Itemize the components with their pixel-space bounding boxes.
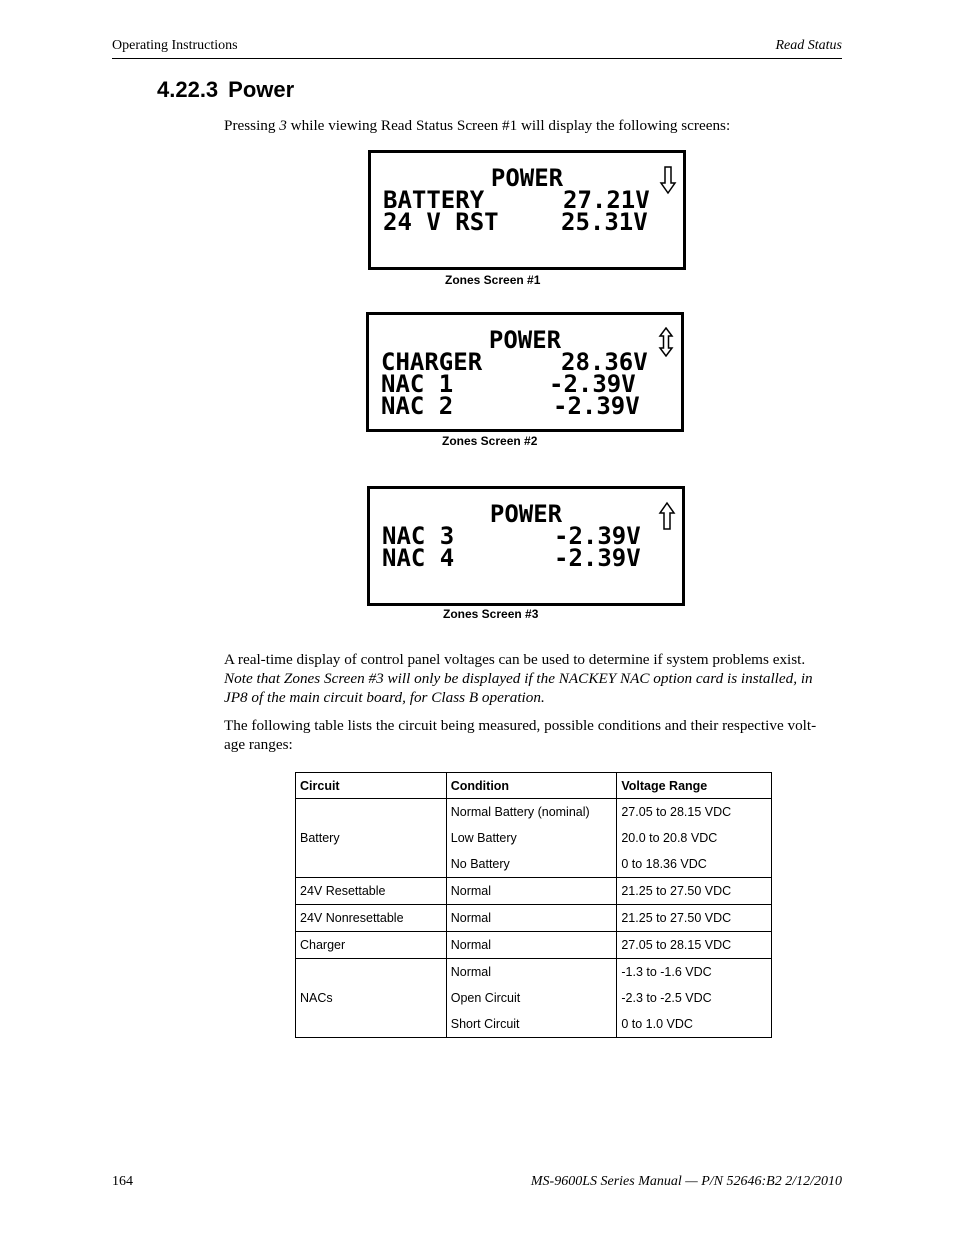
lcd-label: NAC 4	[382, 544, 455, 572]
table-row	[296, 932, 772, 959]
lcd-screen-3	[367, 486, 685, 606]
section-heading: Power	[228, 77, 295, 102]
condition-cell: Normal	[446, 932, 617, 959]
lcd-value: 25.31V	[561, 208, 648, 236]
up-arrow-icon	[658, 501, 676, 531]
lcd-label: NAC 3	[382, 522, 455, 550]
lcd-title: POWER	[489, 500, 563, 528]
voltage-cell: 0 to 18.36 VDC	[617, 851, 772, 878]
lcd-label: CHARGER	[381, 348, 483, 376]
condition-cell: Normal	[446, 959, 617, 986]
section-title	[157, 77, 294, 103]
lcd-title: POWER	[488, 326, 562, 354]
lcd-value: -2.39V	[549, 370, 636, 398]
voltage-cell: 21.25 to 27.50 VDC	[617, 905, 772, 932]
class-b-note: Note that Zones Screen #3 will only be displayed if the NACKEY NAC option card is installed, in JP8 of the main circuit board, for Class B operation.	[224, 670, 813, 706]
lcd-label: BATTERY	[383, 186, 485, 214]
intro-key: 3	[279, 117, 287, 134]
circuit-cell: Charger	[296, 932, 447, 959]
voltage-cell: -2.3 to -2.5 VDC	[617, 985, 772, 1011]
screen-caption-2: Zones Screen #2	[442, 434, 538, 448]
circuit-cell: 24V Resettable	[296, 878, 447, 905]
lcd-value: -2.39V	[554, 544, 641, 572]
lcd-label: NAC 1	[381, 370, 454, 398]
voltage-cell: 21.25 to 27.50 VDC	[617, 878, 772, 905]
condition-cell: Normal	[446, 905, 617, 932]
lcd-title: POWER	[490, 164, 564, 192]
voltage-range-table	[295, 772, 772, 1038]
voltage-cell: 20.0 to 20.8 VDC	[617, 825, 772, 851]
lcd-value: -2.39V	[553, 392, 640, 420]
lcd-value: 28.36V	[561, 348, 648, 376]
screen-caption-3: Zones Screen #3	[443, 607, 539, 621]
down-arrow-icon	[659, 165, 677, 195]
voltage-cell: -1.3 to -1.6 VDC	[617, 959, 772, 986]
voltage-note-paragraph: A real-time display of control panel voltages can be used to determine if system problems exist. Note that Zones Screen #3 will only be displayed if the NACKEY NAC option card is installed, in JP8 of the main circuit board, for Class B operation.	[224, 651, 813, 706]
header-rule	[112, 58, 842, 59]
column-header: Circuit	[296, 773, 447, 799]
footer-manual-info: MS-9600LS Series Manual — P/N 52646:B2 2/12/2010	[530, 1174, 842, 1189]
lcd-value: -2.39V	[554, 522, 641, 550]
column-header: Voltage Range	[617, 773, 772, 799]
condition-cell: Short Circuit	[446, 1011, 617, 1038]
condition-cell: Normal Battery (nominal)	[446, 799, 617, 826]
column-header: Condition	[446, 773, 617, 799]
lcd-screen-2	[366, 312, 684, 432]
voltage-cell: 27.05 to 28.15 VDC	[617, 932, 772, 959]
voltage-cell: 27.05 to 28.15 VDC	[617, 799, 772, 826]
header-left: Operating Instructions	[112, 38, 238, 53]
circuit-cell: Battery	[296, 799, 447, 878]
lcd-screen-1	[368, 150, 686, 270]
table-header-row	[296, 773, 772, 799]
header-right: Read Status	[775, 38, 842, 53]
circuit-cell: 24V Nonresettable	[296, 905, 447, 932]
condition-cell: Open Circuit	[446, 985, 617, 1011]
screen-caption-1: Zones Screen #1	[445, 273, 541, 287]
circuit-cell: NACs	[296, 959, 447, 1038]
intro-paragraph: Pressing 3 while viewing Read Status Screen #1 will display the following screens:	[224, 117, 731, 134]
table-row	[296, 959, 772, 986]
lcd-label: 24 V RST	[383, 208, 499, 236]
section-number: 4.22.3	[157, 77, 219, 102]
table-row	[296, 905, 772, 932]
voltage-cell: 0 to 1.0 VDC	[617, 1011, 772, 1038]
condition-cell: No Battery	[446, 851, 617, 878]
condition-cell: Normal	[446, 878, 617, 905]
up-down-arrow-icon	[657, 327, 675, 357]
table-intro-paragraph: The following table lists the circuit being measured, possible conditions and their respective volt-age ranges:	[224, 717, 817, 753]
lcd-label: NAC 2	[381, 392, 454, 420]
table-row	[296, 878, 772, 905]
table-row	[296, 799, 772, 826]
lcd-value: 27.21V	[563, 186, 650, 214]
condition-cell: Low Battery	[446, 825, 617, 851]
page-number: 164	[112, 1174, 133, 1189]
